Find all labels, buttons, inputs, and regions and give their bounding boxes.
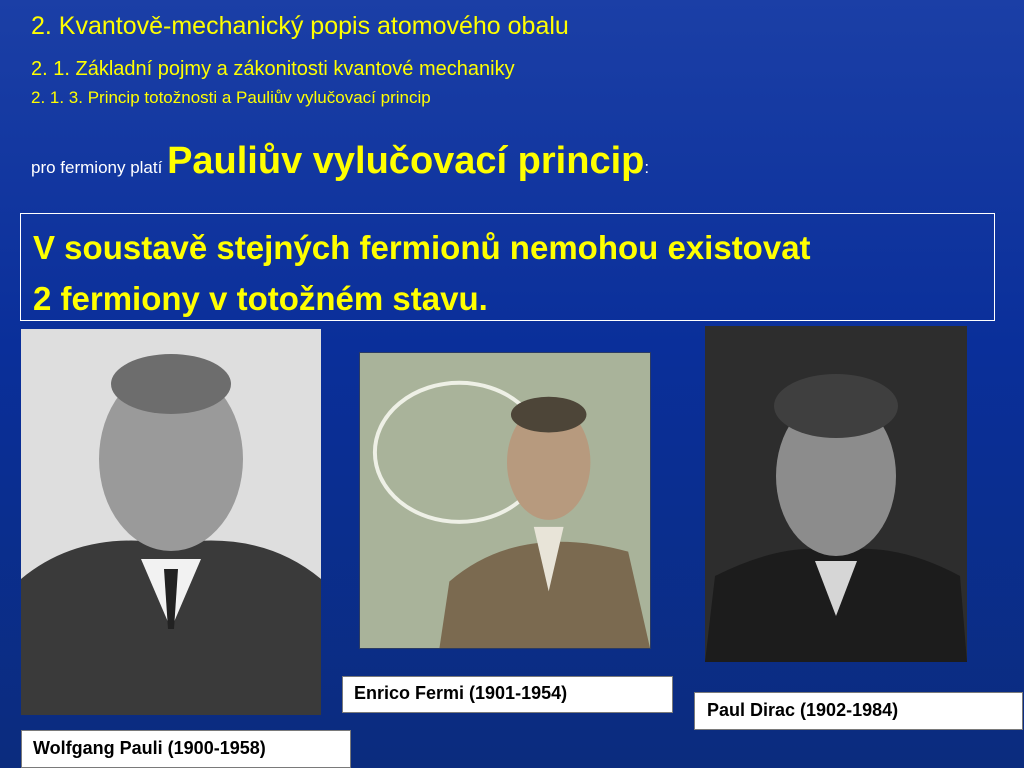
intro-colon: : [644,158,650,177]
fermi-portrait-placeholder [360,353,650,648]
dirac-caption: Paul Dirac (1902-1984) [694,692,1023,730]
fermi-portrait [359,352,651,649]
section-title: 2. 1. Základní pojmy a zákonitosti kvantové mechaniky [31,58,515,80]
pauli-portrait-placeholder [21,329,321,715]
chapter-title: 2. Kvantově-mechanický popis atomového obalu [31,12,569,40]
subsection-title: 2. 1. 3. Princip totožnosti a Pauliův vylučovací princip [31,88,431,107]
rule-line-2: 2 fermiony v totožném stavu. [33,280,488,317]
rule-line-1: V soustavě stejných fermionů nemohou existovat [33,229,811,266]
pauli-caption: Wolfgang Pauli (1900-1958) [21,730,351,768]
rule-box [20,213,995,321]
pauli-portrait [21,329,321,715]
intro-line [31,140,649,183]
fermi-caption: Enrico Fermi (1901-1954) [342,676,673,713]
dirac-portrait [705,326,967,662]
principle-name: Pauliův vylučovací princip [167,140,645,182]
dirac-portrait-placeholder [705,326,967,662]
intro-prefix: pro fermiony platí [31,158,168,177]
